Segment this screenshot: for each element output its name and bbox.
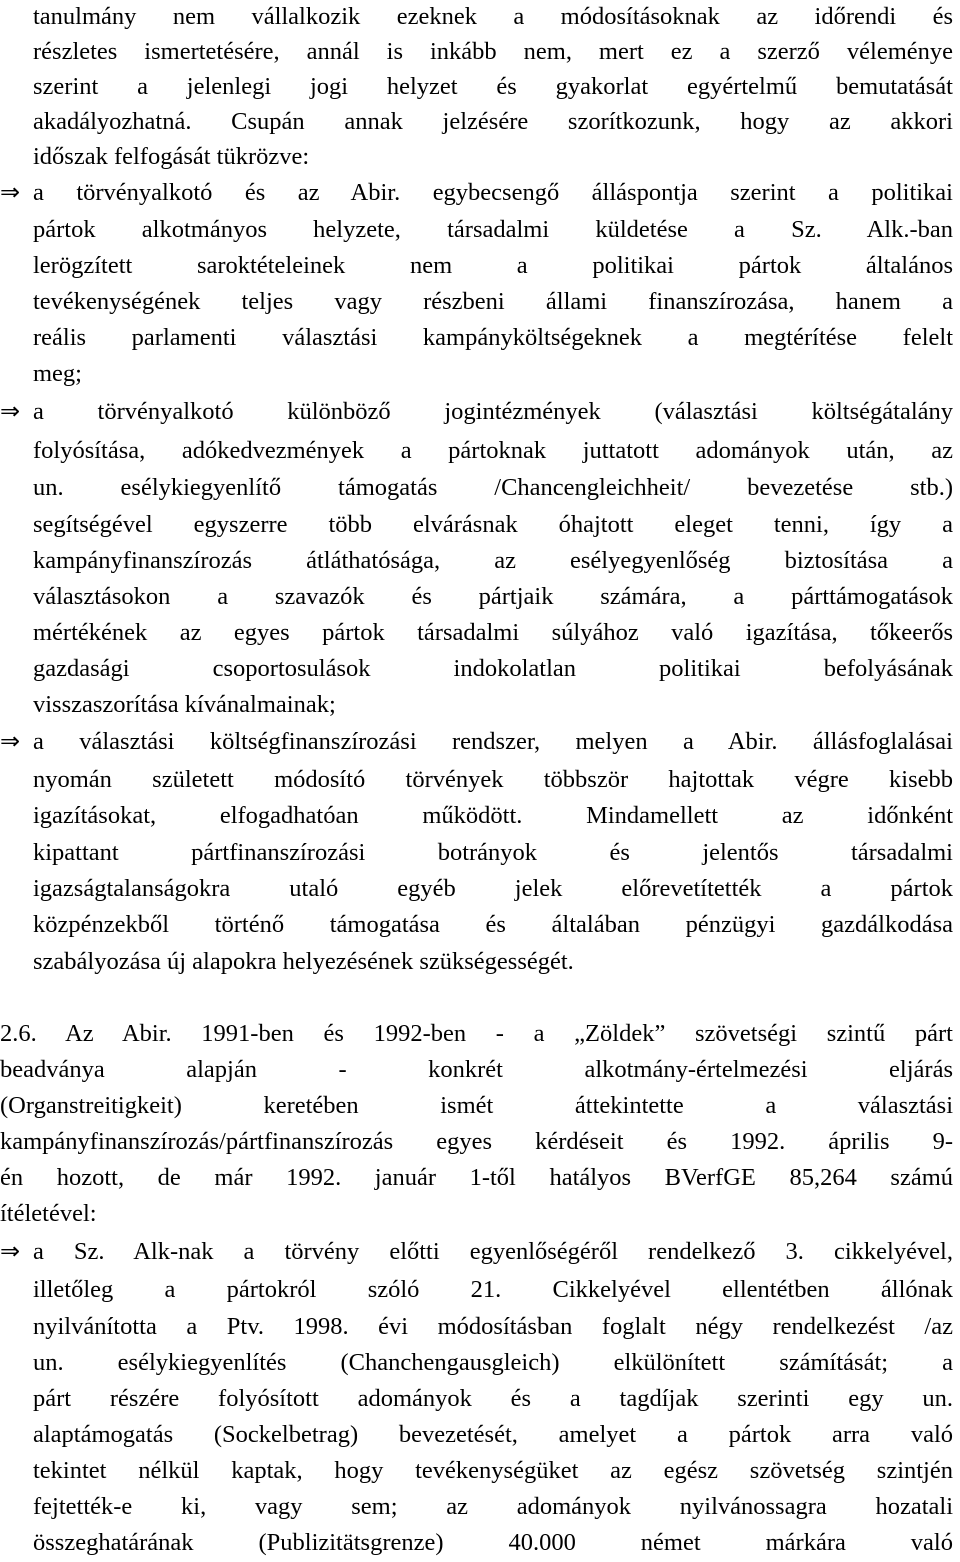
text-line: igazságtalanságokra utaló egyéb jelek előrevetítették a pártok [33,875,953,902]
text-line: kipattant pártfinanszírozási botrányok és jelentős társadalmi [33,839,953,866]
text-line: akadályozhatná. Csupán annak jelzésére szorítkozunk, hogy az akkori [33,108,953,135]
text-line: illetőleg a pártokról szóló 21. Cikkelyével ellentétben állónak [33,1276,953,1303]
text-line: közpénzekből történő támogatása és általában pénzügyi gazdálkodása [33,911,953,938]
text-line: szerint a jelenlegi jogi helyzet és gyakorlat egyértelmű bemutatását [33,73,953,100]
text-line: alaptámogatás (Sockelbetrag) bevezetését, amelyet a pártok arra való [33,1421,953,1448]
bullet-item [0,1233,953,1269]
bullet-text: a törvényalkotó és az Abir. egybecsengő álláspontja szerint a politikai [33,179,953,206]
double-arrow-icon: ⇒ [0,1237,21,1265]
text-line: un. esélykiegyenlítés (Chanchengausgleich) elkülönített számítását; a [33,1349,953,1376]
text-line: reális parlamenti választási kampányköltségeknek a megtérítése felelt [33,324,953,351]
text-line: pártok alkotmányos helyzete, társadalmi küldetése a Sz. Alk.-ban [33,216,953,243]
double-arrow-icon: ⇒ [0,397,21,425]
text-line: beadványa alapján - konkrét alkotmány-értelmezési eljárás [0,1056,953,1083]
text-line: tanulmány nem vállalkozik ezeknek a módosításoknak az időrendi és [33,3,953,30]
text-line: tekintet nélkül kaptak, hogy tevékenységüket az egész szövetség szintjén [33,1457,953,1484]
text-line: tevékenységének teljes vagy részbeni állami finanszírozása, hanem a [33,288,953,315]
text-line: kampányfinanszírozás/pártfinanszírozás egyes kérdéseit és 1992. április 9- [0,1128,953,1155]
bullet-text: a választási költségfinanszírozási rendszer, melyen a Abir. állásfoglalásai [33,728,953,755]
text-line: fejtették-e ki, vagy sem; az adományok nyilvánossagra hozatali [33,1493,953,1520]
text-line: lerögzített saroktételeinek nem a politikai pártok általános [33,252,953,279]
text-line: meg; [33,360,82,387]
bullet-item [0,174,953,210]
double-arrow-icon: ⇒ [0,178,21,206]
bullet-item [0,723,953,759]
text-line: szabályozása új alapokra helyezésének szükségességét. [33,948,574,975]
text-line: nyilvánította a Ptv. 1998. évi módosításban foglalt négy rendelkezést /az [33,1313,953,1340]
text-line: igazításokat, elfogadhatóan működött. Mindamellett az időnként [33,802,953,829]
text-line: visszaszorítása kívánalmainak; [33,691,336,718]
text-line: párt részére folyósított adományok és a tagdíjak szerinti egy un. [33,1385,953,1412]
text-line: mértékének az egyes pártok társadalmi súlyához való igazítása, tőkeerős [33,619,953,646]
text-line: választásokon a szavazók és pártjaik számára, a párttámogatások [33,583,953,610]
double-arrow-icon: ⇒ [0,727,21,755]
text-line: folyósítása, adókedvezmények a pártoknak juttatott adományok után, az [33,437,953,464]
text-line: (Organstreitigkeit) keretében ismét áttekintette a választási [0,1092,953,1119]
bullet-text: a törvényalkotó különböző jogintézmények (választási költségátalány [33,398,953,425]
bullet-item [0,393,953,429]
text-line: időszak felfogását tükrözve: [33,143,310,170]
text-line: gazdasági csoportosulások indokolatlan politikai befolyásának [33,655,953,682]
text-line: segítségével egyszerre több elvárásnak óhajtott eleget tenni, így a [33,511,953,538]
text-line: én hozott, de már 1992. január 1-től hatályos BVerfGE 85,264 számú [0,1164,953,1191]
section-heading-line: 2.6. Az Abir. 1991-ben és 1992-ben - a „Zöldek” szövetségi szintű párt [0,1020,953,1047]
bullet-text: a Sz. Alk-nak a törvény előtti egyenlőségéről rendelkező 3. cikkelyével, [33,1238,953,1265]
text-line: összeghatárának (Publizitätsgrenze) 40.000 német márkára való [33,1529,953,1556]
text-line: un. esélykiegyenlítő támogatás /Chancengleichheit/ bevezetése stb.) [33,474,953,501]
text-line: részletes ismertetésére, annál is inkább nem, mert ez a szerző véleménye [33,38,953,65]
text-line: ítéletével: [0,1200,97,1227]
text-line: kampányfinanszírozás átláthatósága, az esélyegyenlőség biztosítása a [33,547,953,574]
text-line: nyomán született módosító törvények többször hajtottak végre kisebb [33,766,953,793]
